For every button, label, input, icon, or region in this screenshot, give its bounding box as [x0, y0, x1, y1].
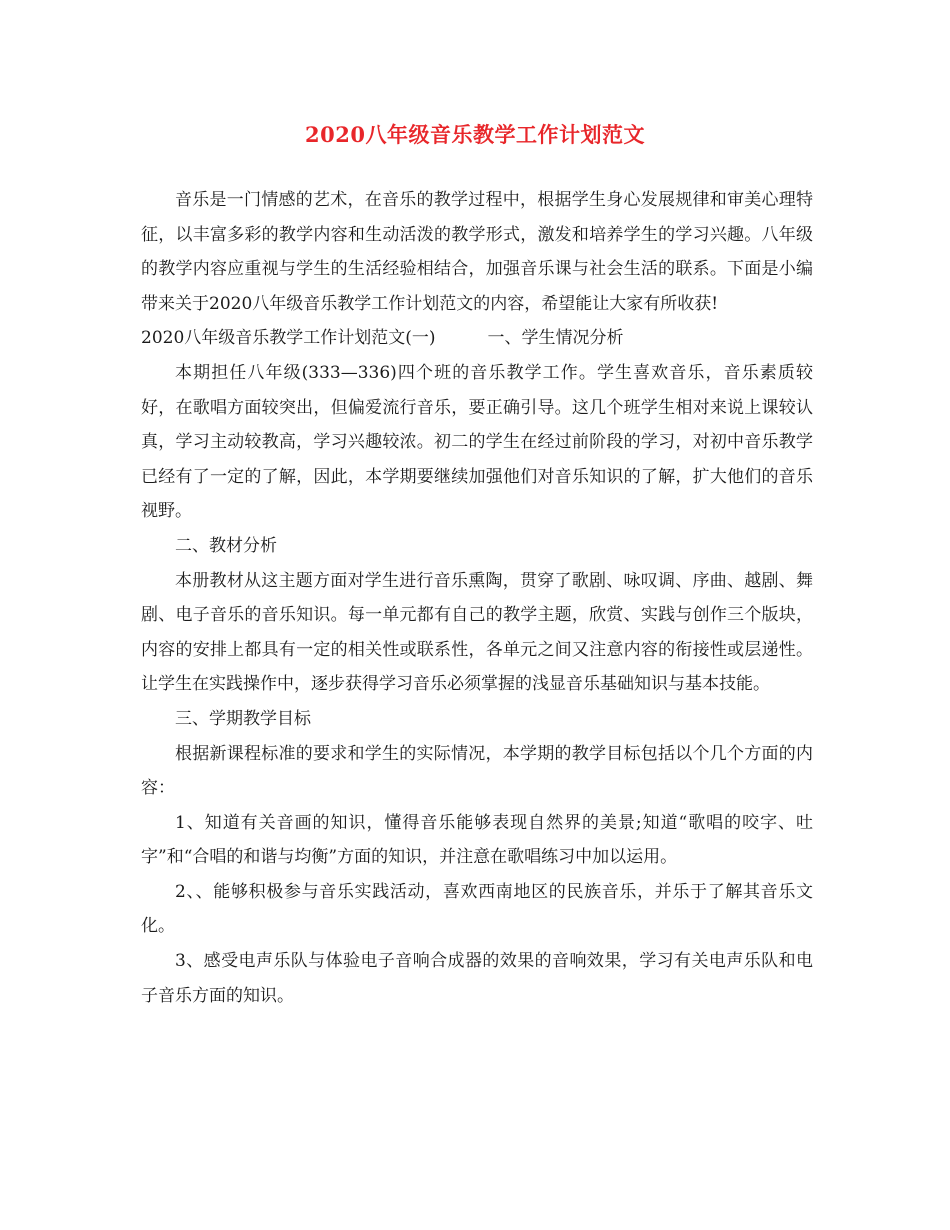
section3-heading: 三、学期教学目标: [175, 708, 311, 729]
section1-paragraph: 本期担任八年级(333—336)四个班的音乐教学工作。学生喜欢音乐，音乐素质较好，在歌唱方面较突出，但偏爱流行音乐，要正确引导。这几个班学生相对来说上课较认真，学习主动较教高，学习兴趣较浓。初二的学生在经过前阶段的学习，对初中音乐教学已经有了一定的了解，因此，本学期要继续加强他们对音乐知识的了解，扩大他们的音乐视野。: [141, 362, 813, 522]
intro-paragraph: 音乐是一门情感的艺术，在音乐的教学过程中，根据学生身心发展规律和审美心理特征，以丰富多彩的教学内容和生动活泼的教学形式，激发和培养学生的学习兴趣。八年级的教学内容应重视与学生的生活经验相结合，加强音乐课与社会生活的联系。下面是小编带来关于2020八年级音乐教学工作计划范文的内容，希望能让大家有所收获!: [141, 190, 813, 314]
goal-item-2: 2、、能够积极参与音乐实践活动，喜欢西南地区的民族音乐，并乐于了解其音乐文化。: [141, 881, 813, 937]
section3-paragraph: 根据新课程标准的要求和学生的实际情况，本学期的教学目标包括以个几个方面的内容：: [141, 743, 813, 799]
goal-item-3: 3、感受电声乐队与体验电子音响合成器的效果的音响效果，学习有关电声乐队和电子音乐方面的知识。: [141, 951, 813, 1006]
document-body: [141, 183, 813, 1013]
part-heading-line: [141, 321, 813, 356]
section2-heading: 二、教材分析: [175, 535, 277, 556]
goal-item-1: 1、知道有关音画的知识，懂得音乐能够表现自然界的美景;知道“歌唱的咬字、吐字”和“合唱的和谐与均衡”方面的知识，并注意在歌唱练习中加以运用。: [141, 812, 813, 868]
section2-paragraph: 本册教材从这主题方面对学生进行音乐熏陶，贯穿了歌剧、咏叹调、序曲、越剧、舞剧、电子音乐的音乐知识。每一单元都有自己的教学主题，欣赏、实践与创作三个版块，内容的安排上都具有一定的相关性或联系性，各单元之间又注意内容的衔接性或层递性。让学生在实践操作中，逐步获得学习音乐必须掌握的浅显音乐基础知识与基本技能。: [141, 570, 813, 695]
document-title: 2020八年级音乐教学工作计划范文: [305, 122, 645, 147]
part-heading: 2020八年级音乐教学工作计划范文(一): [141, 328, 436, 349]
section1-heading: 一、学生情况分析: [487, 328, 624, 349]
